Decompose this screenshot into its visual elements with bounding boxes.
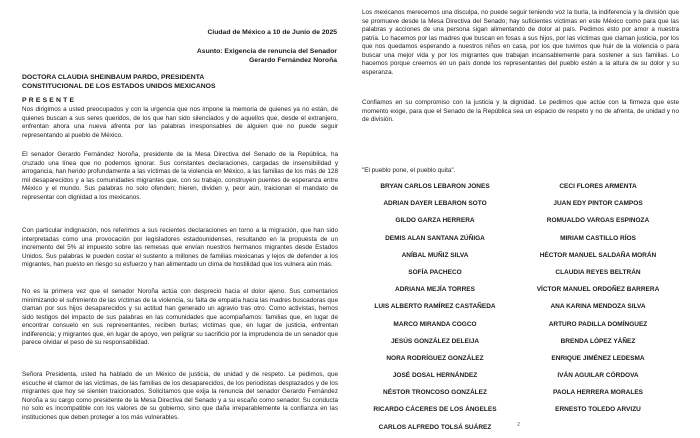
paragraph: Nos dirigimos a usted preocupados y con la urgencia que nos impone la memoria de quienes ya no están, de quienes buscan a sus seres queridos, de los que han sido silenciados y de aquellos que, desde el extranjero, enfrentan ahora una nueva afrenta por las palabras irresponsables de alguien que no puede seguir representando al pueblo de México. <box>22 106 338 139</box>
letter-date: Ciudad de México a 10 de Junio de 2025 <box>207 29 337 36</box>
signatory: LUIS ALBERTO RAMÍREZ CASTAÑEDA <box>374 303 496 311</box>
letter-greeting: PRESENTE <box>22 97 77 104</box>
signatory: CLAUDIA REYES BELTRÁN <box>555 268 641 276</box>
signatory: DEMIS ALAN SANTANA ZÚÑIGA <box>385 234 485 242</box>
signatory: ANA KARINA MENDOZA SILVA <box>550 303 646 311</box>
paragraph: No es la primera vez que el senador Noroña actúa con desprecio hacia el dolor ajeno. Sus comentarios minimizando el sufrimiento de las víctimas de la violencia, su falta de empatía hacia las madres buscadoras que claman por sus hijos desaparecidos y su actitud han generado un agravio tras otro. Como activistas, hemos sido testigos del impacto de sus palabras en las comunidades que acompañamos: familias que, en lugar de encontrar consuelo en sus representantes, reciben burlas; víctimas que, en lugar de justicia, enfrentan indiferencia; y migrantes que, en lugar de apoyo, ven peligrar su sacrificio por la imprudencia de un senador que parece olvidar el peso de su responsabilidad. <box>22 288 338 347</box>
signatory: PAOLA HERRERA MORALES <box>552 389 644 397</box>
signatory: BRYAN CARLOS LEBARON JONES <box>380 183 490 190</box>
signatory: VÍCTOR MANUEL ORDOÑEZ BARRERA <box>536 286 660 294</box>
signatory: ROMUALDO VARGAS ESPINOZA <box>546 217 650 225</box>
paragraph: El senador Gerardo Fernández Noroña, presidente de la Mesa Directiva del Senado de la República, ha cruzado una línea que no podemos ignorar. Sus constantes declaraciones, cargadas de insensibilidad y arrogancia, han herido profundamente a las víctimas de la violencia en México, a las familias de los más de 128 mil desaparecidos y a las comunidades migrantes que, con su trabajo, construyen puentes de esperanza entre México y el mundo. Sus palabras no solo ofenden; hieren, dividen y, peor aún, traicionan el mandato de representar con dignidad a los mexicanos. <box>22 151 338 201</box>
page-number: 2 <box>517 422 521 428</box>
letter-addressee <box>22 74 342 91</box>
signatory: MIRIAM CASTILLO RÍOS <box>560 234 636 242</box>
signatory: ARTURO PADILLA DOMÍNGUEZ <box>548 320 648 328</box>
paragraph: Señora Presidenta, usted ha hablado de un México de justicia, de unidad y de respeto. Le pedimos, que escuche el clamor de las víctimas, de las familias de los desaparecidos, de los periodistas desplazados y de los migrantes que hoy se sienten traicionados. Solicitamos que exija la renuncia del senador Gerardo Fernández Noroña a su cargo como presidente de la Mesa Directiva del Senado y a su escaño como senador. Su conducta no solo es incompatible con los valores de su gobierno, sino que daña irreparablemente la confianza en las instituciones que deben proteger a los más vulnerables. <box>22 371 338 421</box>
paragraph: Confiamos en su compromiso con la justicia y la dignidad. Le pedimos que actúe con la firmeza que este momento exige, para que el Senado de la República sea un espacio de respeto y no de afrenta, de unidad y no de división. <box>362 99 679 124</box>
addressee-line-1: DOCTORA CLAUDIA SHEINBAUM PARDO, PRESIDENTA <box>22 74 205 81</box>
signatory: GILDO GARZA HERRERA <box>395 217 475 225</box>
signatory: RICARDO CÁCERES DE LOS ÁNGELES <box>373 406 497 414</box>
signatory: CARLOS ALFREDO TOLSÁ SUÁREZ <box>378 423 492 431</box>
signatory: JESÚS GONZÁLEZ DELEIJA <box>390 337 480 345</box>
signatory: SOFÍA PACHECO <box>408 268 462 276</box>
signatory: IVÁN AGUILAR CÓRDOVA <box>557 372 639 380</box>
letter-subject <box>197 48 337 65</box>
paragraph: Con particular indignación, nos referimos a sus recientes declaraciones en torno a la migración, que han sido interpretadas como una provocación por legisladores estadounidenses, resultando en la propuesta de un incremento del 5% al impuesto sobre las remesas que envían nuestros hermanos migrantes desde Estados Unidos. Sus palabras le pueden costar el sustento a millones de familias mexicanas y lejos de defender a los migrantes, han puesto en riesgo su esfuerzo y han alimentado un clima de hostilidad que los vulnera aún más. <box>22 227 338 269</box>
signatory: JUAN EDY PINTOR CAMPOS <box>553 200 643 208</box>
signatory: NORA RODRÍGUEZ GONZÁLEZ <box>386 354 484 362</box>
signatory: HÉCTOR MANUEL SALDAÑA MORÁN <box>539 251 657 259</box>
signatory: BRENDA LÓPEZ YÁÑEZ <box>560 337 636 345</box>
subject-line-1: Asunto: Exigencia de renuncia del Senador <box>196 48 337 55</box>
signatory: MARCO MIRANDA COGCO <box>393 320 477 328</box>
signatory: ENRIQUE JIMÉNEZ LEDESMA <box>551 354 645 362</box>
signatory: ADRIAN DAYER LEBARON SOTO <box>383 200 487 208</box>
closing-quote: "El pueblo pone, el pueblo quita". <box>362 167 456 174</box>
signatory: CECI FLORES ARMENTA <box>559 183 637 190</box>
signatory: ADRIANA MEJÍA TORRES <box>395 286 475 294</box>
signatory: ERNESTO TOLEDO ARVIZU <box>555 406 641 414</box>
signatory: JOSÉ DOSAL HERNÁNDEZ <box>392 372 478 380</box>
signatories-right <box>518 178 678 419</box>
signatory: NÉSTOR TRONCOSO GONZÁLEZ <box>383 389 487 397</box>
letter-page-2 <box>350 0 700 438</box>
signatory: ANÍBAL MUÑIZ SILVA <box>401 251 469 259</box>
signatories-left <box>355 178 515 436</box>
paragraph: Los mexicanos merecemos una disculpa, no puede seguir teniendo voz la burla, la indiferencia y la división que se promueve desde la Mesa Directiva del Senado; hay suficientes víctimas en este México como para que las palabras y acciones de una persona sigan alimentando de dolor al país. Pedimos esto por amor a nuestra patria. Lo hacemos por las madres que buscan en fosas a sus hijos, por las víctimas que claman justicia, por los que nos quedamos esperando a nuestros niños en casa, por los que tuvimos que huir de la violencia o para buscar una mejor vida y por los migrantes que trabajan incansablemente para sostener a sus familias. Lo hacemos porque creemos en un país donde los representantes del pueblo estén a la altura de su dolor y su esperanza. <box>362 9 679 76</box>
subject-line-2: Gerardo Fernández Noroña <box>249 56 337 64</box>
addressee-line-2: CONSTITUCIONAL DE LOS ESTADOS UNIDOS MEXICANOS <box>22 82 216 90</box>
